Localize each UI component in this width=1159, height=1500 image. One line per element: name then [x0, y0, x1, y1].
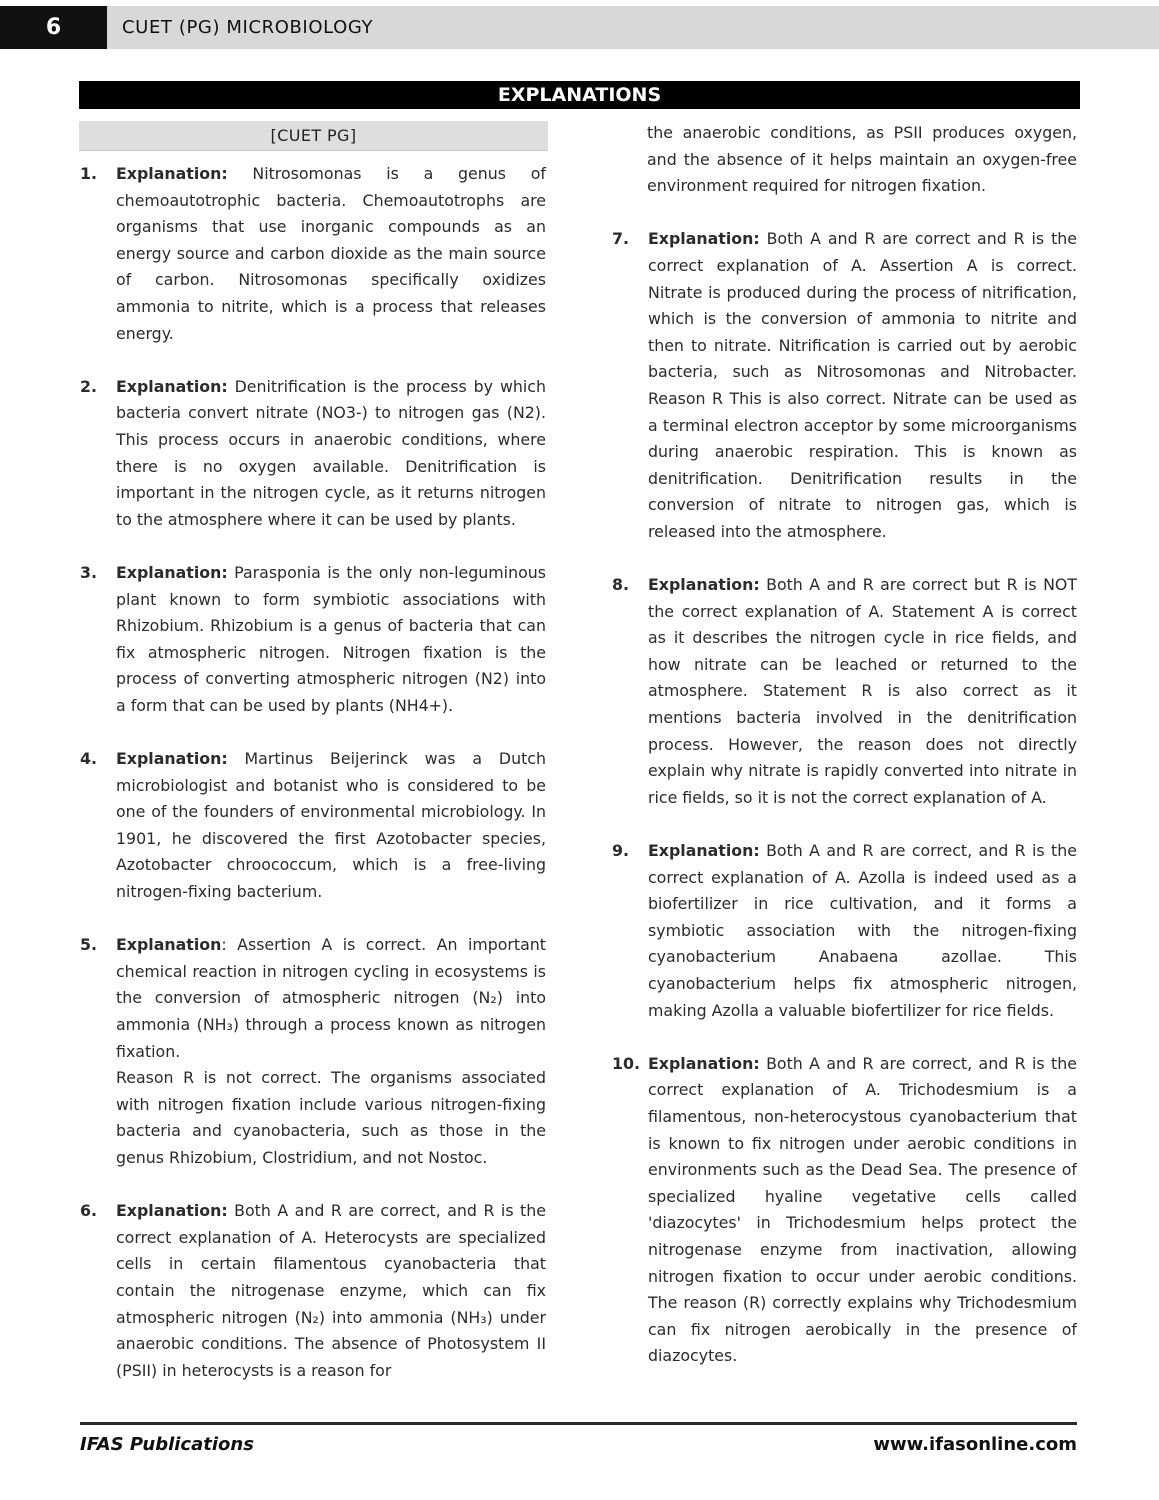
explanation-text: Both A and R are correct and R is the correct explanation of A. Assertion A is correct. Nitrate is produced during the process of nitrification, which is the conversion of ammonia to nitrite and then to nitrate. Nitrification is carried out by aerobic bacteria, such as Nitrosomonas and Nitrobacter. Reason R This is also correct. Nitrate can be used as a terminal electron acceptor by some microorganisms during anaerobic respiration. This is known as denitrification. Denitrification results in the conversion of nitrate to nitrogen gas, which is released into the atmosphere.	[648, 229, 1077, 541]
explanation-label: Explanation:	[648, 841, 760, 861]
explanation-item-8	[612, 572, 1077, 811]
item-number: 10.	[612, 1053, 640, 1073]
left-column	[80, 161, 546, 1411]
explanation-item-6	[80, 1198, 546, 1384]
explanation-label: Explanation:	[648, 1053, 760, 1073]
item-number: 2.	[80, 376, 97, 396]
explanation-label: Explanation:	[116, 1201, 228, 1221]
explanation-item-9	[612, 838, 1077, 1024]
footer-website: www.ifasonline.com	[873, 1434, 1077, 1455]
footer-divider	[80, 1422, 1077, 1425]
item-number: 5.	[80, 935, 97, 955]
item-number: 1.	[80, 164, 97, 183]
item-number: 4.	[80, 749, 97, 769]
explanation-label: Explanation:	[116, 376, 228, 396]
explanation-text: : Assertion A is correct. An important chemical reaction in nitrogen cycling in ecosystems is the conversion of atmospheric nitrogen (N₂) into ammonia (NH₃) through a process known as nitrogen fixation.	[116, 935, 546, 1061]
explanation-label: Explanation:	[648, 575, 760, 595]
explanation-item-6-continued: the anaerobic conditions, as PSII produces oxygen, and the absence of it helps maintain an oxygen-free environment required for nitrogen fixation.	[647, 123, 1077, 196]
explanation-text-reason: Reason R is not correct. The organisms associated with nitrogen fixation include various nitrogen-fixing bacteria and cyanobacteria, such as those in the genus Rhizobium, Clostridium, and not Nostoc.	[116, 1068, 546, 1167]
explanation-text: Martinus Beijerinck was a Dutch microbiologist and botanist who is considered to be one of the founders of environmental microbiology. In 1901, he discovered the first Azotobacter species, Azotobacter chroococcum, which is a free-living nitrogen-fixing bacterium.	[116, 749, 546, 902]
item-number: 3.	[80, 562, 97, 582]
explanation-text: Parasponia is the only non-leguminous plant known to form symbiotic associations with Rhizobium. Rhizobium is a genus of bacteria that can fix atmospheric nitrogen. Nitrogen fixation is the process of converting atmospheric nitrogen (N2) into a form that can be used by plants (NH4+).	[116, 562, 546, 715]
explanation-text: Denitrification is the process by which bacteria convert nitrate (NO3-) to nitrogen gas (N2). This process occurs in anaerobic conditions, where there is no oxygen available. Denitrification is important in the nitrogen cycle, as it returns nitrogen to the atmosphere where it can be used by plants.	[116, 376, 546, 529]
explanation-item-5	[80, 932, 546, 1171]
explanation-label: Explanation:	[116, 562, 228, 582]
explanation-item-7	[612, 226, 1077, 545]
explanation-text: Both A and R are correct, and R is the correct explanation of A. Azolla is indeed used as a biofertilizer in rice cultivation, and it forms a symbiotic association with the nitrogen-fixing cyanobacterium Anabaena azollae. This cyanobacterium helps fix atmospheric nitrogen, making Azolla a valuable biofertilizer for rice fields.	[648, 841, 1077, 1020]
right-column	[612, 120, 1077, 1397]
explanation-item-4	[80, 746, 546, 906]
item-number: 8.	[612, 575, 629, 595]
subsection-title: [CUET PG]	[79, 121, 548, 151]
explanation-label: Explanation:	[648, 229, 760, 249]
explanation-item-10	[612, 1051, 1077, 1370]
explanation-label: Explanation	[116, 935, 222, 955]
explanation-text: Both A and R are correct, and R is the correct explanation of A. Trichodesmium is a filamentous, non-heterocystous cyanobacterium that is known to fix nitrogen under aerobic conditions in environments such as the Dead Sea. The presence of specialized hyaline vegetative cells called 'diazocytes' in Trichodesmium helps protect the nitrogenase enzyme from inactivation, allowing nitrogen fixation to occur under aerobic conditions. The reason (R) correctly explains why Trichodesmium can fix nitrogen aerobically in the presence of diazocytes.	[648, 1053, 1077, 1366]
explanation-label: Explanation:	[116, 749, 228, 769]
explanation-label: Explanation:	[116, 164, 228, 183]
footer-publisher: IFAS Publications	[80, 1434, 254, 1455]
page-number: 6	[0, 6, 107, 49]
item-number: 7.	[612, 229, 629, 249]
section-title: EXPLANATIONS	[79, 81, 1080, 109]
item-number: 6.	[80, 1201, 97, 1221]
explanation-text: Nitrosomonas is a genus of chemoautotrophic bacteria. Chemoautotrophs are organisms that use inorganic compounds as an energy source and carbon dioxide as the main source of carbon. Nitrosomonas specifically oxidizes ammonia to nitrite, which is a process that releases energy.	[116, 164, 546, 343]
item-number: 9.	[612, 841, 629, 861]
explanation-item-2	[80, 374, 546, 534]
explanation-text: Both A and R are correct, and R is the correct explanation of A. Heterocysts are specialized cells in certain filamentous cyanobacteria that contain the nitrogenase enzyme, which can fix atmospheric nitrogen (N₂) into ammonia (NH₃) under anaerobic conditions. The absence of Photosystem II (PSII) in heterocysts is a reason for	[116, 1201, 546, 1380]
explanation-text: Both A and R are correct but R is NOT the correct explanation of A. Statement A is correct as it describes the nitrogen cycle in rice fields, and how nitrate can be leached or returned to the atmosphere. Statement R is also correct as it mentions bacteria involved in the denitrification process. However, the reason does not directly explain why nitrate is rapidly converted into nitrate in rice fields, so it is not the correct explanation of A.	[648, 575, 1077, 807]
explanation-item-1	[80, 161, 546, 347]
book-title: CUET (PG) MICROBIOLOGY	[122, 17, 374, 38]
explanation-item-3	[80, 560, 546, 720]
